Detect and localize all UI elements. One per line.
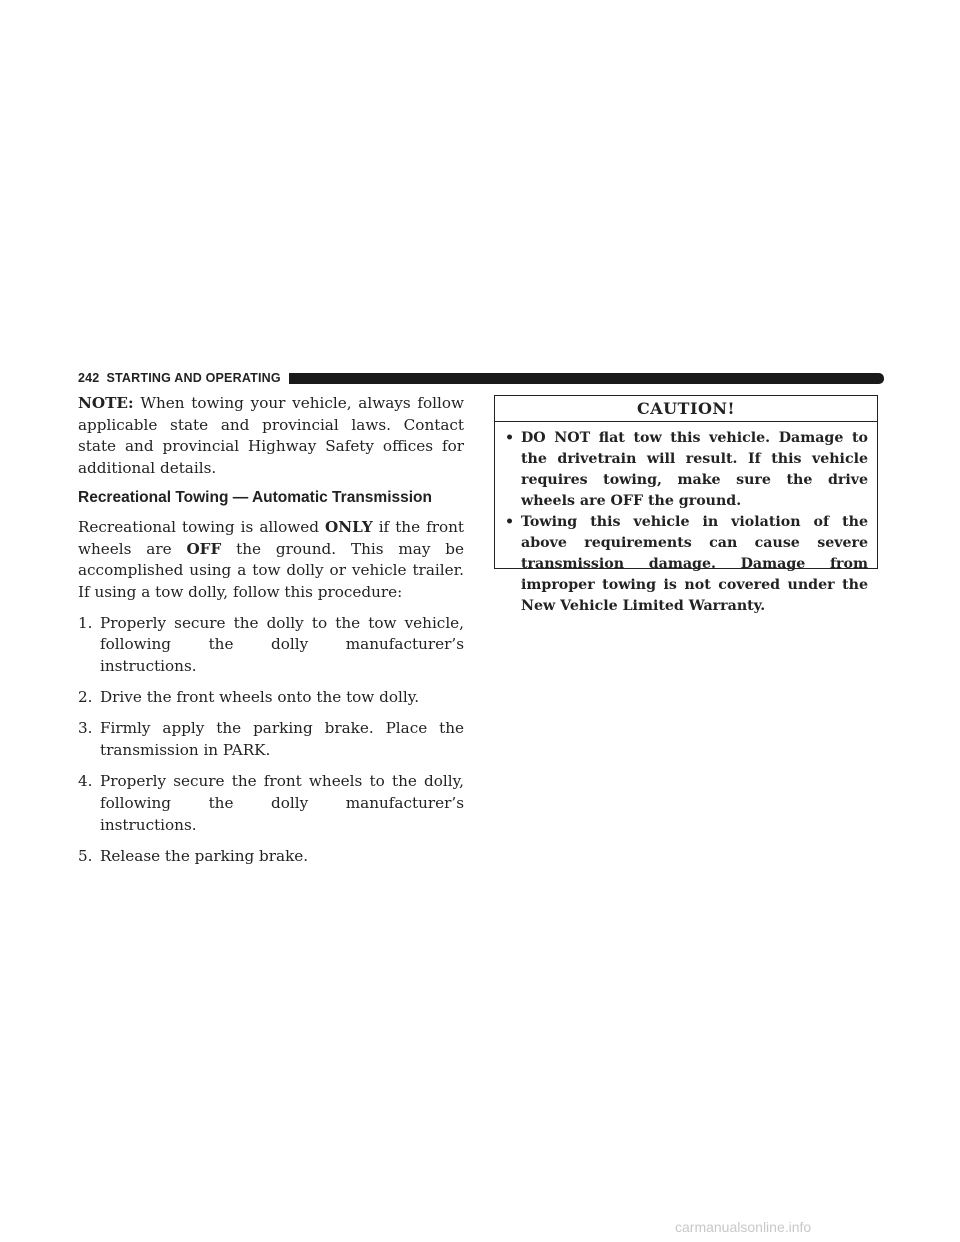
caution-list xyxy=(495,428,877,617)
step-text: Drive the front wheels onto the tow dolly. xyxy=(100,688,420,707)
caution-text: Towing this vehicle in violation of the above requirements can cause severe transmission damage. Damage from improper towing is not covered under the New Vehicle Limited Warranty. xyxy=(521,514,868,614)
caution-item xyxy=(505,512,868,617)
intro-text-2: if the front wheels are xyxy=(78,517,464,558)
caution-text: DO NOT flat tow this vehicle. Damage to the drivetrain will result. If this vehicle requires towing, make sure the drive wheels are OFF the ground. xyxy=(521,430,868,509)
step-number: 4. xyxy=(78,772,93,791)
step-number: 1. xyxy=(78,613,93,632)
step-text: Release the parking brake. xyxy=(100,846,309,865)
note-label: NOTE: xyxy=(78,394,134,412)
step-item xyxy=(78,718,464,761)
intro-paragraph xyxy=(78,517,464,604)
intro-text-3: the ground. This may be accomplished using a tow dolly or vehicle trailer. If using a tow dolly, follow this procedure: xyxy=(78,539,464,601)
bullet-icon: • xyxy=(505,430,515,446)
step-number: 3. xyxy=(78,719,93,738)
section-heading: Recreational Towing — Automatic Transmission xyxy=(78,488,432,506)
intro-only: ONLY xyxy=(325,517,373,536)
step-text: Firmly apply the parking brake. Place the transmission in PARK. xyxy=(100,719,464,760)
page-number: 242 xyxy=(78,371,100,385)
procedure-steps xyxy=(78,613,464,868)
caution-item xyxy=(505,428,868,512)
header-rule xyxy=(289,373,884,384)
step-text: Properly secure the dolly to the tow vehicle, following the dolly manufacturer’s instructions. xyxy=(100,613,464,676)
intro-off: OFF xyxy=(186,539,222,558)
bullet-icon: • xyxy=(505,514,515,530)
left-column xyxy=(78,393,464,877)
step-number: 5. xyxy=(78,846,93,865)
step-item xyxy=(78,846,464,868)
step-item xyxy=(78,613,464,678)
caution-box xyxy=(494,395,878,614)
section-title: STARTING AND OPERATING xyxy=(106,371,281,385)
watermark-logo: carmanualsonline.info xyxy=(675,1219,812,1235)
step-number: 2. xyxy=(78,688,93,707)
note-text: When towing your vehicle, always follow applicable state and provincial laws. Contact state and provincial Highway Safety offices for additional details. xyxy=(78,394,464,478)
step-item xyxy=(78,687,464,709)
step-item xyxy=(78,771,464,836)
page-header xyxy=(78,370,884,386)
step-text: Properly secure the front wheels to the dolly, following the dolly manufacturer’s instructions. xyxy=(100,772,464,834)
intro-text-1: Recreational towing is allowed xyxy=(78,517,325,536)
note-paragraph xyxy=(78,393,464,480)
caution-title: CAUTION! xyxy=(495,396,877,422)
